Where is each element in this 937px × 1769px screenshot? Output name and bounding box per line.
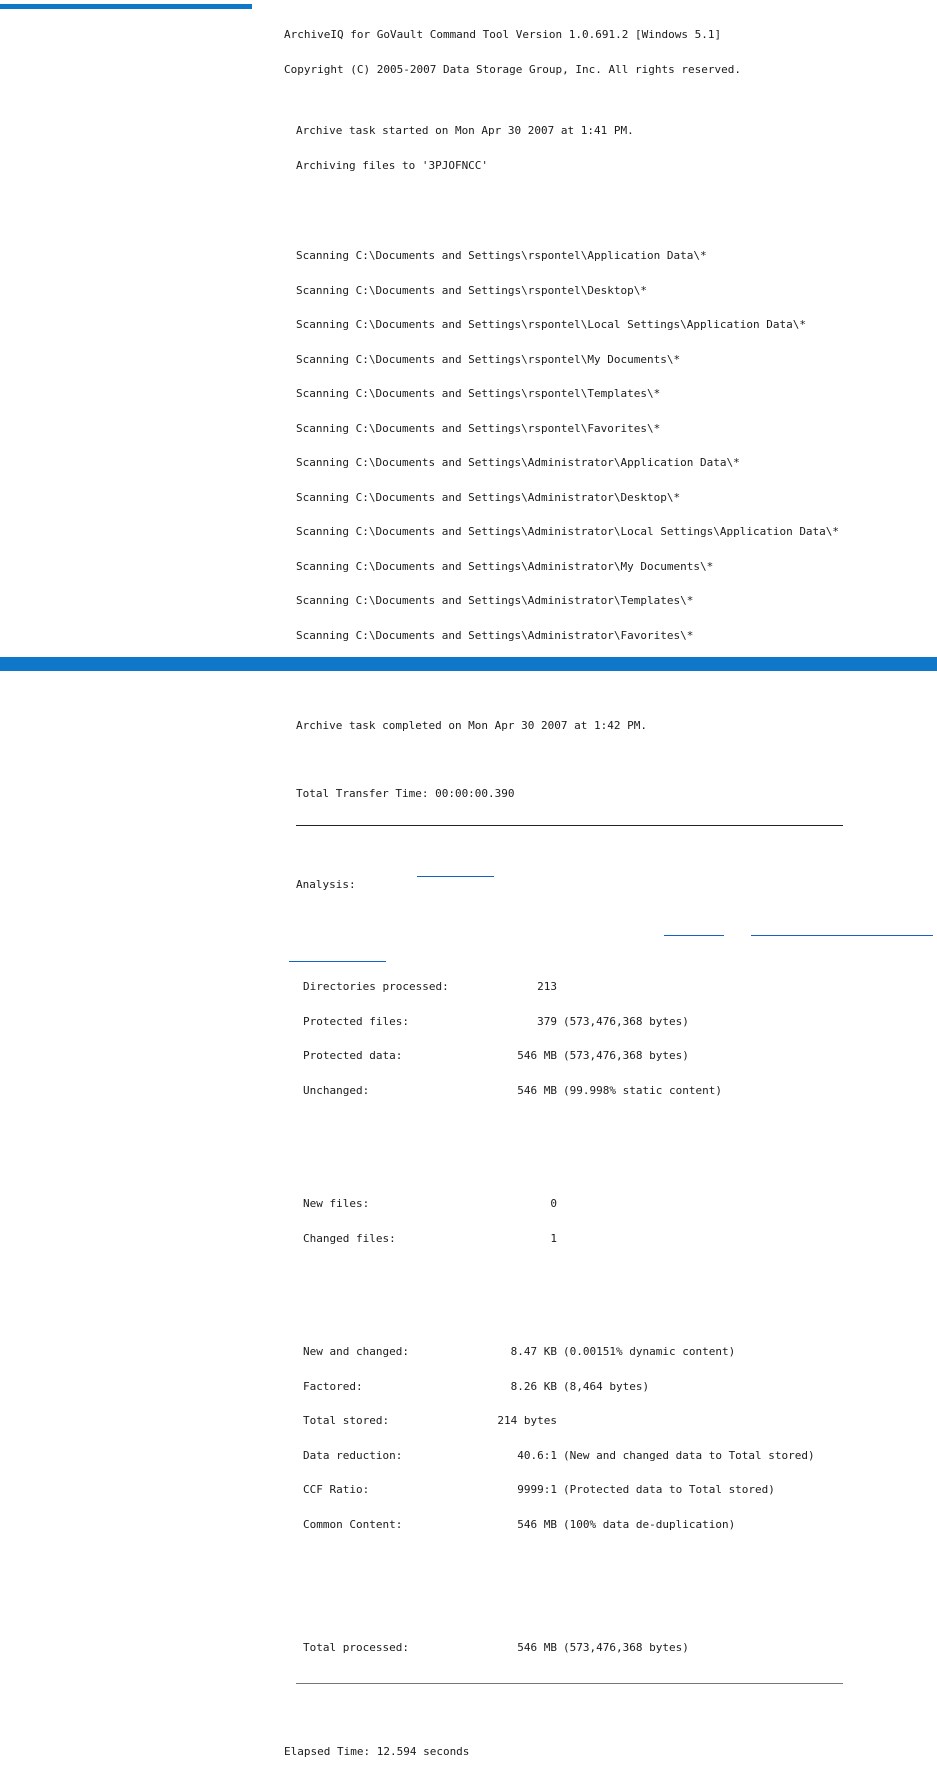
archiving-target-line: Archiving files to '3PJOFNCC' bbox=[296, 158, 489, 172]
console-copyright-line: Copyright (C) 2005-2007 Data Storage Group, Inc. All rights reserved. bbox=[284, 62, 741, 76]
stat-label: Protected files: bbox=[303, 1014, 409, 1028]
analysis-heading: Analysis: bbox=[296, 878, 356, 891]
stat-detail: (573,476,368 bytes) bbox=[563, 1641, 689, 1654]
cross-reference-link[interactable] bbox=[664, 935, 724, 936]
stat-value: 214 bytes bbox=[497, 1414, 557, 1427]
stat-value: 379 bbox=[537, 1014, 557, 1028]
stat-detail: (New and changed data to Total stored) bbox=[563, 1448, 815, 1462]
stat-value: 546 MB bbox=[517, 1517, 557, 1531]
scan-line: Scanning C:\Documents and Settings\Administrator\Local Settings\Application Data\* bbox=[296, 525, 840, 538]
stat-row bbox=[284, 1381, 874, 1393]
stat-detail: (573,476,368 bytes) bbox=[563, 1049, 689, 1062]
console-output bbox=[284, 6, 874, 1758]
stat-detail bbox=[557, 981, 563, 993]
header-rule bbox=[0, 4, 252, 9]
stat-value: 40.6:1 bbox=[517, 1448, 557, 1462]
divider bbox=[296, 1683, 843, 1684]
cross-reference-link[interactable] bbox=[417, 876, 494, 877]
stat-value: 8.47 KB bbox=[510, 1345, 557, 1358]
stat-value: 213 bbox=[537, 980, 557, 993]
scan-line: Scanning C:\Documents and Settings\Administrator\Application Data\* bbox=[296, 456, 740, 469]
scan-line: Scanning C:\Documents and Settings\Administrator\Favorites\* bbox=[296, 628, 694, 642]
analysis-group-2 bbox=[284, 1175, 874, 1267]
transfer-time-line: Total Transfer Time: 00:00:00.390 bbox=[296, 786, 515, 800]
scan-line: Scanning C:\Documents and Settings\Administrator\Templates\* bbox=[296, 594, 694, 607]
stat-label: Common Content: bbox=[303, 1517, 403, 1531]
scan-line: Scanning C:\Documents and Settings\rspontel\My Documents\* bbox=[296, 352, 681, 366]
stat-value: 0 bbox=[550, 1197, 557, 1210]
scan-line: Scanning C:\Documents and Settings\Administrator\My Documents\* bbox=[296, 559, 714, 573]
divider bbox=[296, 825, 843, 826]
scan-line: Scanning C:\Documents and Settings\rspontel\Local Settings\Application Data\* bbox=[296, 318, 806, 331]
stat-label: Unchanged: bbox=[303, 1083, 370, 1097]
stat-row bbox=[284, 1450, 874, 1462]
scan-line: Scanning C:\Documents and Settings\rspontel\Desktop\* bbox=[296, 283, 647, 297]
scan-line: Scanning C:\Documents and Settings\Administrator\Desktop\* bbox=[296, 490, 681, 504]
stat-label: Changed files: bbox=[303, 1231, 396, 1245]
section-band bbox=[0, 657, 937, 671]
stat-label: Directories processed: bbox=[303, 980, 449, 993]
stat-row bbox=[284, 1050, 874, 1062]
cross-reference-link[interactable] bbox=[751, 935, 933, 936]
scan-line: Scanning C:\Documents and Settings\rspontel\Favorites\* bbox=[296, 421, 661, 435]
scan-list bbox=[284, 227, 874, 664]
stat-detail bbox=[557, 1198, 563, 1210]
stat-row bbox=[284, 1519, 874, 1531]
stat-value: 1 bbox=[550, 1231, 557, 1245]
stat-value: 9999:1 bbox=[517, 1483, 557, 1496]
stat-value: 546 MB bbox=[517, 1641, 557, 1654]
stat-label: Factored: bbox=[303, 1379, 363, 1393]
stat-value: 546 MB bbox=[517, 1083, 557, 1097]
scan-line: Scanning C:\Documents and Settings\rspontel\Application Data\* bbox=[296, 249, 707, 262]
stat-label: New and changed: bbox=[303, 1345, 409, 1358]
stat-detail bbox=[557, 1415, 563, 1427]
stat-detail bbox=[557, 1233, 563, 1245]
stat-label: Total processed: bbox=[303, 1641, 409, 1654]
task-started-line: Archive task started on Mon Apr 30 2007 at 1:41 PM. bbox=[296, 124, 634, 137]
stat-row bbox=[284, 1484, 874, 1496]
analysis-group-1 bbox=[284, 958, 874, 1119]
stat-value: 8.26 KB bbox=[510, 1379, 557, 1393]
stat-detail: (573,476,368 bytes) bbox=[563, 1014, 689, 1028]
stat-detail: (0.00151% dynamic content) bbox=[563, 1345, 736, 1358]
stat-row bbox=[284, 981, 874, 993]
stat-detail: (8,464 bytes) bbox=[563, 1379, 650, 1393]
stat-row bbox=[284, 1085, 874, 1097]
stat-label: Total stored: bbox=[303, 1414, 390, 1427]
stat-value: 546 MB bbox=[517, 1049, 557, 1062]
stat-row bbox=[284, 1415, 874, 1427]
console-title-line: ArchiveIQ for GoVault Command Tool Version 1.0.691.2 [Windows 5.1] bbox=[284, 28, 722, 41]
stat-row bbox=[284, 1016, 874, 1028]
stat-detail: (99.998% static content) bbox=[563, 1083, 722, 1097]
task-completed-line: Archive task completed on Mon Apr 30 2007 at 1:42 PM. bbox=[296, 719, 647, 732]
stat-label: New files: bbox=[303, 1197, 370, 1210]
stat-row bbox=[284, 1198, 874, 1210]
stat-detail: (100% data de-duplication) bbox=[563, 1517, 736, 1531]
stat-detail: (Protected data to Total stored) bbox=[563, 1483, 775, 1496]
scan-line: Scanning C:\Documents and Settings\rspontel\Templates\* bbox=[296, 387, 661, 400]
total-processed-row bbox=[284, 1642, 874, 1654]
stat-label: Protected data: bbox=[303, 1049, 403, 1062]
stat-row bbox=[284, 1346, 874, 1358]
stat-row bbox=[284, 1233, 874, 1245]
analysis-group-3 bbox=[284, 1323, 874, 1553]
elapsed-time-line: Elapsed Time: 12.594 seconds bbox=[284, 1744, 470, 1758]
stat-label: CCF Ratio: bbox=[303, 1483, 370, 1496]
stat-label: Data reduction: bbox=[303, 1448, 403, 1462]
page-margin bbox=[930, 0, 937, 657]
